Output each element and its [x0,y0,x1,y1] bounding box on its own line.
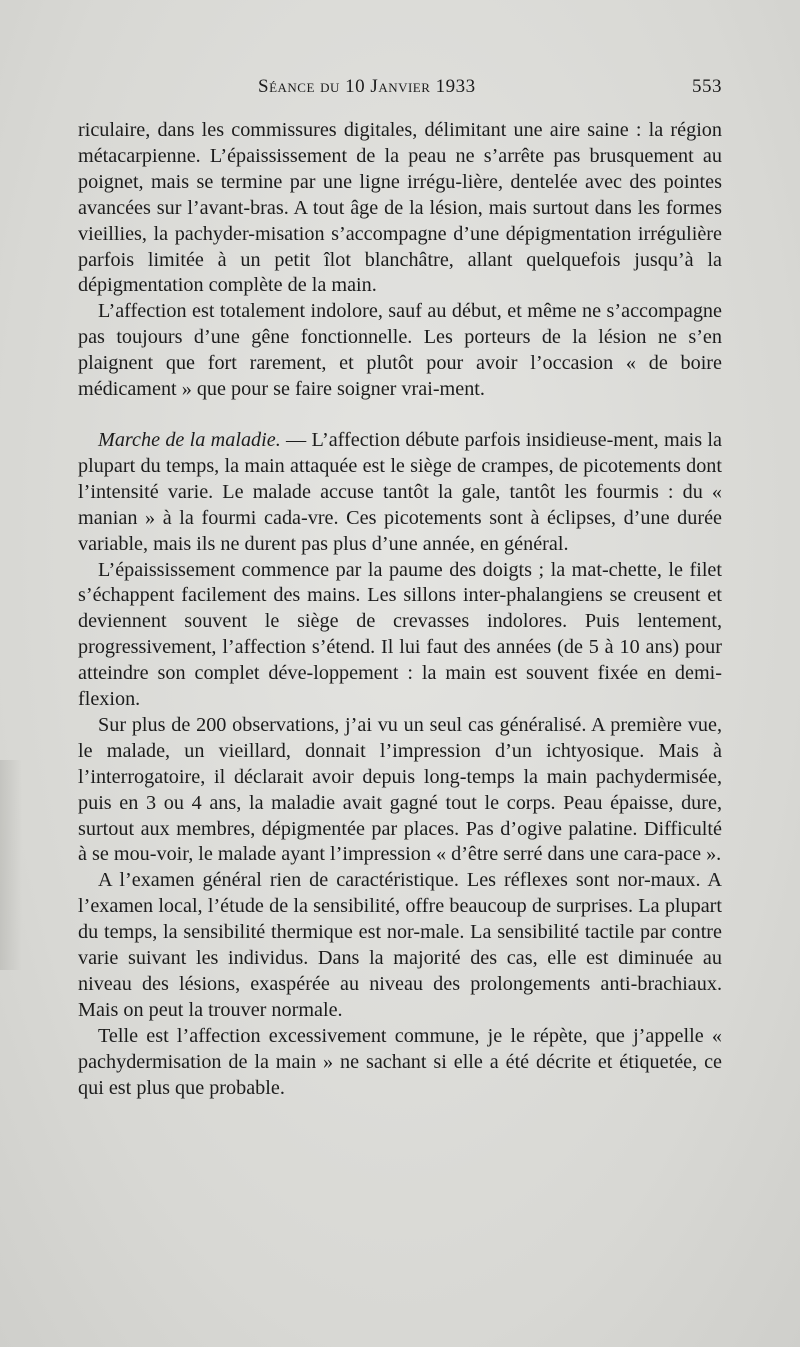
paragraph-1: riculaire, dans les commissures digitales, délimitant une aire saine : la région métacarpienne. L’épaississement de la peau ne s’arrête pas brusquement au poignet, mais se termine par une ligne irrégu-lière, dentelée avec des pointes avancées sur l’avant-bras. A tout âge de la lésion, mais surtout dans les formes vieillies, la pachyder-misation s’accompagne d’une dépigmentation irrégulière parfois limitée à un petit îlot blanchâtre, allant quelquefois jusqu’à la dépigmentation complète de la main. [78,119,722,297]
running-title: Séance du 10 Janvier 1933 [258,76,476,97]
section-heading: Marche de la maladie. [98,428,281,451]
paragraph-4: L’épaississement commence par la paume des doigts ; la mat-chette, le filet s’échappent facilement des mains. Les sillons inter-phalangiens se creusent et deviennent souvent le siège de crevasses indolores. Puis lentement, progressivement, l’affection s’étend. Il lui faut des années (de 5 à 10 ans) pour atteindre son complet déve-loppement : la main est souvent fixée en demi-flexion. [78,558,722,711]
page-number: 553 [692,76,722,97]
running-header [80,76,722,104]
paragraph-3-text: — L’affection débute parfois insidieuse-ment, mais la plupart du temps, la main attaquée est le siège de crampes, de picotements dont l’intensité varie. Le malade accuse tantôt la gale, tantôt les fourmis : du « manian » à la fourmi cada-vre. Ces picotements sont à éclipses, d’une durée variable, mais ils ne durent pas plus d’une année, en général. [78,428,722,555]
paragraph-6: A l’examen général rien de caractéristique. Les réflexes sont nor-maux. A l’examen local, l’étude de la sensibilité, offre beaucoup de surprises. La plupart du temps, la sensibilité thermique est nor-male. La sensibilité tactile par contre varie suivant les individus. Dans la majorité des cas, elle est diminuée au niveau des lésions, exaspérée au niveau des prolongements anti-brachiaux. Mais on peut la trouver normale. [78,869,722,1021]
paragraph-3 [78,428,722,558]
page-edge-stain [0,760,22,970]
paragraph-2: L’affection est totalement indolore, sauf au début, et même ne s’accompagne pas toujours d’une gêne fonctionnelle. Les porteurs de la lésion ne s’en plaignent que fort rarement, et plutôt pour avoir l’occasion « de boire médicament » que pour se faire soigner vrai-ment. [78,300,722,401]
body-text [78,118,722,1102]
paragraph-7: Telle est l’affection excessivement commune, je le répète, que j’appelle « pachydermisation de la main » ne sachant si elle a été décrite et étiquetée, ce qui est plus que probable. [78,1024,722,1099]
paragraph-5: Sur plus de 200 observations, j’ai vu un seul cas généralisé. A première vue, le malade, un vieillard, donnait l’impression d’un ichtyosique. Mais à l’interrogatoire, il déclarait avoir depuis long-temps la main pachydermisée, puis en 3 ou 4 ans, la maladie avait gagné tout le corps. Peau épaisse, dure, surtout aux membres, dépigmentée par places. Pas d’ogive palatine. Difficulté à se mou-voir, le malade ayant l’impression « d’être serré dans une cara-pace ». [78,713,722,866]
